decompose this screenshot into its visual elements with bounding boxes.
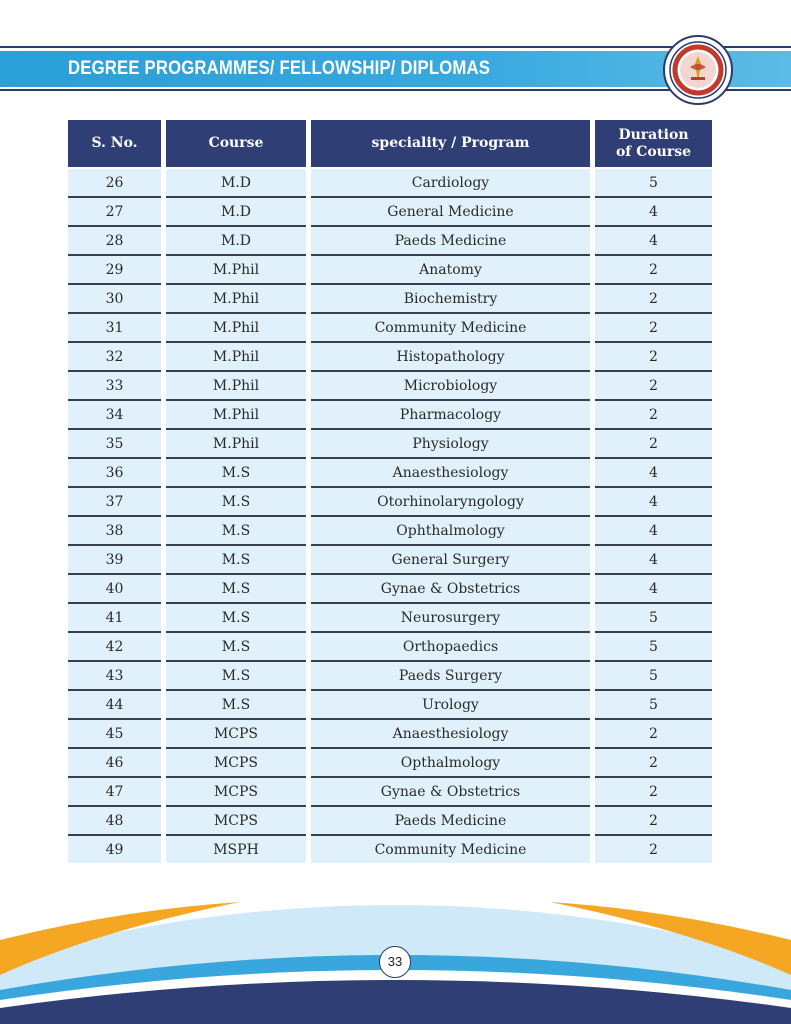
cell-course: M.D	[166, 227, 306, 256]
table-row	[68, 836, 712, 863]
cell-sno: 44	[68, 691, 161, 720]
cell-duration: 5	[595, 662, 712, 691]
cell-program: Urology	[311, 691, 590, 720]
cell-course: MCPS	[166, 778, 306, 807]
cell-duration: 2	[595, 314, 712, 343]
cell-program: Opthalmology	[311, 749, 590, 778]
cell-program: Histopathology	[311, 343, 590, 372]
cell-course: M.S	[166, 662, 306, 691]
cell-program: Ophthalmology	[311, 517, 590, 546]
cell-sno: 33	[68, 372, 161, 401]
page-title: DEGREE PROGRAMMES/ FELLOWSHIP/ DIPLOMAS	[68, 58, 491, 79]
cell-duration: 4	[595, 488, 712, 517]
cell-course: M.Phil	[166, 343, 306, 372]
cell-duration: 2	[595, 430, 712, 459]
cell-course: M.D	[166, 169, 306, 198]
cell-course: MCPS	[166, 749, 306, 778]
cell-course: MCPS	[166, 720, 306, 749]
cell-duration: 4	[595, 517, 712, 546]
cell-duration: 2	[595, 343, 712, 372]
cell-sno: 47	[68, 778, 161, 807]
cell-program: Anaesthesiology	[311, 720, 590, 749]
cell-duration: 2	[595, 372, 712, 401]
cell-course: M.S	[166, 517, 306, 546]
table-row	[68, 372, 712, 401]
table-row	[68, 401, 712, 430]
cell-course: M.S	[166, 575, 306, 604]
cell-program: Gynae & Obstetrics	[311, 575, 590, 604]
table-row	[68, 575, 712, 604]
duration-header-line1: Duration	[618, 126, 689, 143]
cell-program: Pharmacology	[311, 401, 590, 430]
cell-duration: 5	[595, 633, 712, 662]
cell-course: M.Phil	[166, 430, 306, 459]
cell-program: Microbiology	[311, 372, 590, 401]
cell-program: Gynae & Obstetrics	[311, 778, 590, 807]
cell-duration: 5	[595, 604, 712, 633]
cell-program: Paeds Surgery	[311, 662, 590, 691]
table-row	[68, 604, 712, 633]
institution-crest-icon	[663, 35, 733, 105]
cell-duration: 4	[595, 575, 712, 604]
cell-sno: 48	[68, 807, 161, 836]
cell-program: Otorhinolaryngology	[311, 488, 590, 517]
cell-sno: 30	[68, 285, 161, 314]
cell-sno: 27	[68, 198, 161, 227]
table-row	[68, 198, 712, 227]
column-header-program: speciality / Program	[311, 120, 590, 169]
table-row	[68, 691, 712, 720]
cell-program: Community Medicine	[311, 314, 590, 343]
cell-sno: 49	[68, 836, 161, 863]
cell-program: General Medicine	[311, 198, 590, 227]
cell-sno: 37	[68, 488, 161, 517]
cell-duration: 2	[595, 720, 712, 749]
table-row	[68, 546, 712, 575]
table-row	[68, 778, 712, 807]
cell-program: Anatomy	[311, 256, 590, 285]
cell-duration: 2	[595, 285, 712, 314]
cell-course: M.S	[166, 633, 306, 662]
programs-table	[63, 120, 717, 863]
cell-duration: 2	[595, 256, 712, 285]
table-row	[68, 459, 712, 488]
cell-course: M.Phil	[166, 314, 306, 343]
cell-course: MCPS	[166, 807, 306, 836]
cell-duration: 2	[595, 401, 712, 430]
cell-sno: 32	[68, 343, 161, 372]
table-row	[68, 749, 712, 778]
table-row	[68, 343, 712, 372]
cell-duration: 4	[595, 546, 712, 575]
cell-duration: 5	[595, 691, 712, 720]
table-row	[68, 633, 712, 662]
cell-course: MSPH	[166, 836, 306, 863]
cell-program: Paeds Medicine	[311, 807, 590, 836]
cell-duration: 4	[595, 459, 712, 488]
cell-course: M.S	[166, 604, 306, 633]
cell-program: Community Medicine	[311, 836, 590, 863]
table-row	[68, 285, 712, 314]
cell-program: Biochemistry	[311, 285, 590, 314]
cell-sno: 45	[68, 720, 161, 749]
cell-program: Physiology	[311, 430, 590, 459]
cell-course: M.Phil	[166, 256, 306, 285]
cell-program: Anaesthesiology	[311, 459, 590, 488]
cell-sno: 35	[68, 430, 161, 459]
cell-duration: 4	[595, 227, 712, 256]
cell-sno: 26	[68, 169, 161, 198]
cell-program: Cardiology	[311, 169, 590, 198]
table-row	[68, 256, 712, 285]
cell-duration: 5	[595, 169, 712, 198]
table-row	[68, 430, 712, 459]
table-row	[68, 662, 712, 691]
table-row	[68, 720, 712, 749]
cell-course: M.Phil	[166, 285, 306, 314]
page-number: 33	[379, 946, 411, 978]
table-row	[68, 169, 712, 198]
cell-sno: 38	[68, 517, 161, 546]
cell-sno: 28	[68, 227, 161, 256]
cell-sno: 43	[68, 662, 161, 691]
cell-sno: 29	[68, 256, 161, 285]
cell-duration: 2	[595, 749, 712, 778]
table-row	[68, 807, 712, 836]
cell-program: General Surgery	[311, 546, 590, 575]
cell-course: M.D	[166, 198, 306, 227]
cell-sno: 34	[68, 401, 161, 430]
cell-sno: 46	[68, 749, 161, 778]
cell-course: M.Phil	[166, 372, 306, 401]
cell-sno: 40	[68, 575, 161, 604]
cell-course: M.S	[166, 459, 306, 488]
column-header-duration	[595, 120, 712, 169]
cell-duration: 2	[595, 807, 712, 836]
table-row	[68, 227, 712, 256]
cell-course: M.S	[166, 488, 306, 517]
cell-sno: 41	[68, 604, 161, 633]
cell-duration: 2	[595, 836, 712, 863]
cell-sno: 36	[68, 459, 161, 488]
cell-duration: 4	[595, 198, 712, 227]
cell-program: Orthopaedics	[311, 633, 590, 662]
cell-program: Neurosurgery	[311, 604, 590, 633]
column-header-course: Course	[166, 120, 306, 169]
column-header-sno: S. No.	[68, 120, 161, 169]
cell-sno: 39	[68, 546, 161, 575]
table-row	[68, 517, 712, 546]
duration-header-line2: of Course	[615, 143, 692, 160]
table-header-row	[68, 120, 712, 169]
cell-sno: 31	[68, 314, 161, 343]
cell-course: M.S	[166, 691, 306, 720]
table-row	[68, 488, 712, 517]
cell-program: Paeds Medicine	[311, 227, 590, 256]
cell-sno: 42	[68, 633, 161, 662]
cell-course: M.Phil	[166, 401, 306, 430]
table-row	[68, 314, 712, 343]
cell-course: M.S	[166, 546, 306, 575]
cell-duration: 2	[595, 778, 712, 807]
